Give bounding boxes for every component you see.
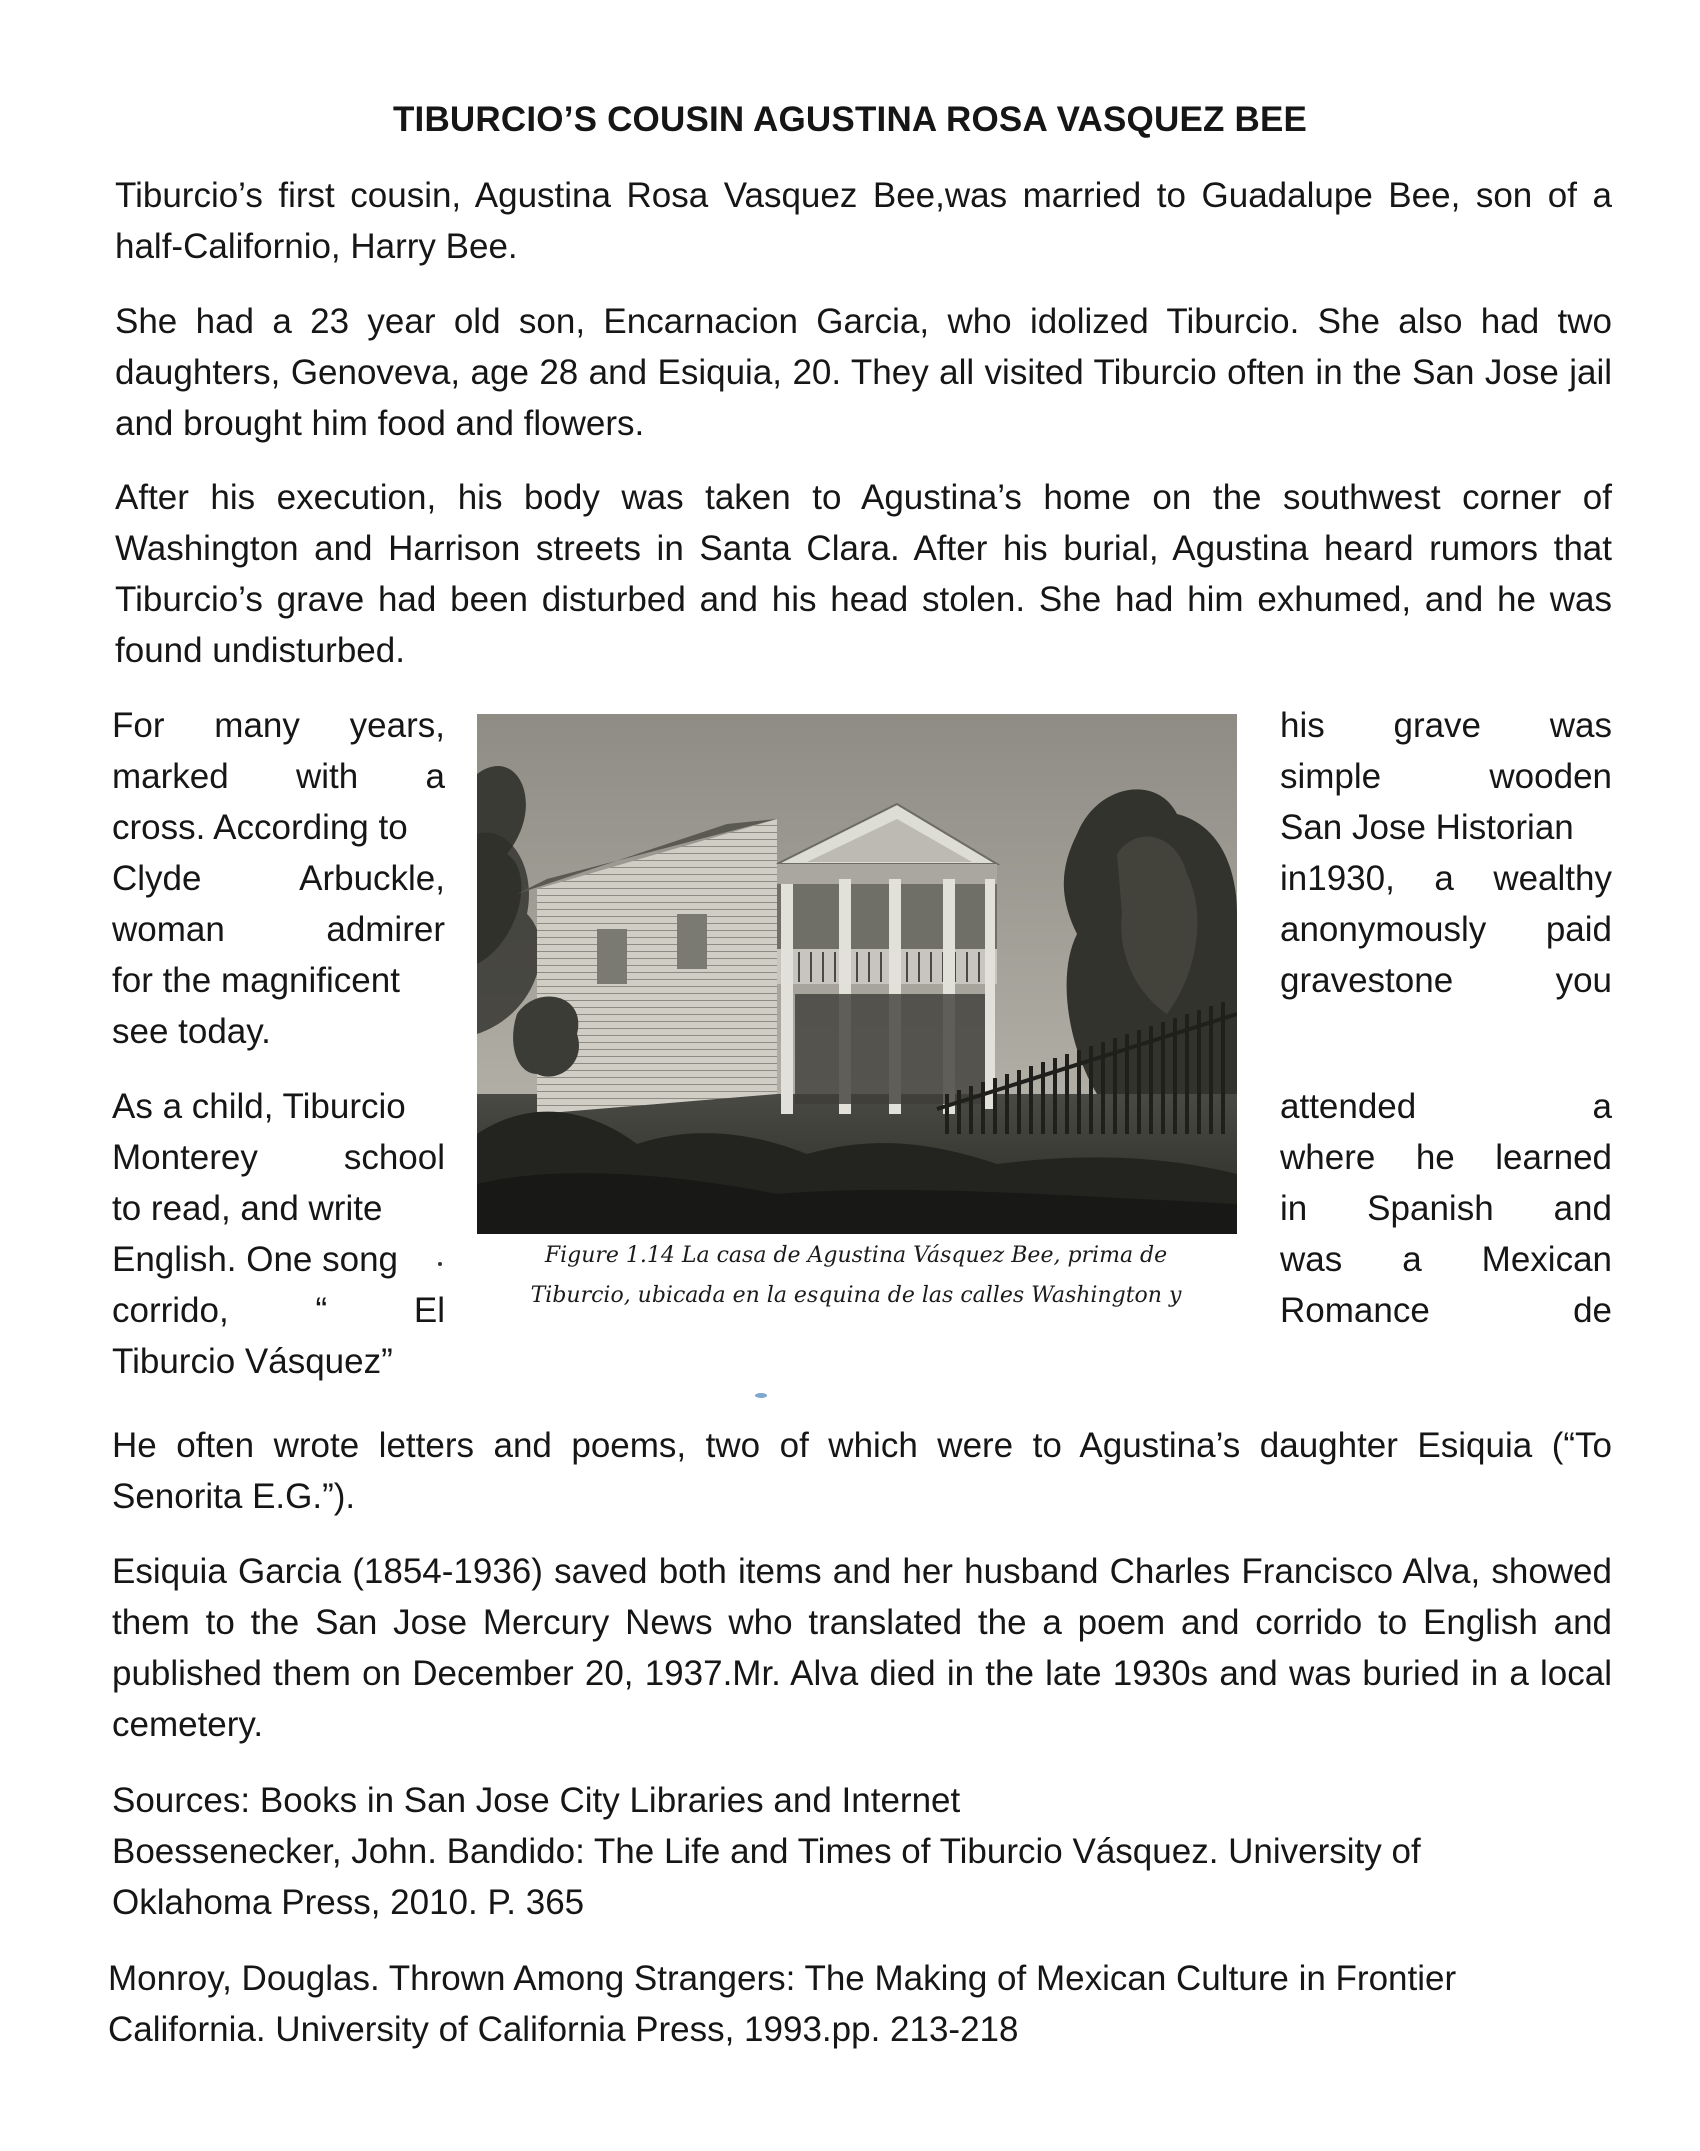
house-photo-illustration: [477, 714, 1237, 1234]
wrap-right-line: was a Mexican: [1280, 1240, 1612, 1279]
source-reference-monroy: Monroy, Douglas. Thrown Among Strangers: The Making of Mexican Culture in Frontier California. University of California Press, 1993.pp. 213-218: [108, 1959, 1457, 2049]
wrap-left-line: English. One song: [112, 1240, 399, 1279]
wrap-left-line: For many years,: [112, 706, 445, 745]
wrap-right-line: where he learned: [1280, 1138, 1612, 1177]
paragraph-execution: After his execution, his body was taken to Agustina’s home on the southwest corner of Washington and Harrison streets in Santa Clara. After his burial, Agustina heard rumors that Tiburcio’s grave had been disturbed and his head stolen. She had him exhumed, and he was found undisturbed.: [115, 478, 1612, 670]
paragraph-letters-poems: He often wrote letters and poems, two of which were to Agustina’s daughter Esiquia (“To Senorita E.G.”).: [112, 1426, 1612, 1516]
wrap-right-line: simple wooden: [1280, 757, 1612, 796]
wrap-left-block-1: [112, 700, 445, 1057]
paragraph-esiquia-garcia: Esiquia Garcia (1854-1936) saved both items and her husband Charles Francisco Alva, showed them to the San Jose Mercury News who translated the a poem and corrido to English and published them on December 20, 1937.Mr. Alva died in the late 1930s and was buried in a local cemetery.: [112, 1552, 1612, 1744]
wrap-right-block-1: [1280, 700, 1612, 1006]
wrap-left-line: cross. According to: [112, 808, 408, 847]
wrap-right-line: anonymously paid: [1280, 910, 1612, 949]
figure-caption-line-2: Tiburcio, ubicada en la esquina de las calles Washington y: [530, 1283, 1182, 1308]
sources-heading: Sources: Books in San Jose City Libraries and Internet: [112, 1781, 961, 1820]
wrap-right-line: San Jose Historian: [1280, 808, 1574, 847]
wrap-left-line: woman admirer: [112, 910, 445, 949]
wrap-left-line: see today.: [112, 1012, 271, 1051]
house-photo: [477, 714, 1237, 1234]
wrap-left-line: corrido, “ El: [112, 1291, 445, 1330]
scan-speck: [438, 1262, 442, 1266]
wrap-left-line: Monterey school: [112, 1138, 445, 1177]
wrap-right-block-2: [1280, 1081, 1612, 1336]
wrap-left-line: to read, and write: [112, 1189, 383, 1228]
wrap-right-line: attended a: [1280, 1087, 1612, 1126]
wrap-left-line: for the magnificent: [112, 961, 400, 1000]
wrap-left-line: marked with a: [112, 757, 445, 796]
page-title: TIBURCIO’S COUSIN AGUSTINA ROSA VASQUEZ BEE: [392, 100, 1308, 139]
source-reference-boessenecker: Boessenecker, John. Bandido: The Life and Times of Tiburcio Vásquez. University of Oklahoma Press, 2010. P. 365: [112, 1832, 1421, 1922]
wrap-right-line: his grave was: [1280, 706, 1612, 745]
wrap-left-line: Tiburcio Vásquez”: [112, 1342, 393, 1381]
figure-caption-line-1: Figure 1.14 La casa de Agustina Vásquez Bee, prima de: [544, 1243, 1168, 1268]
wrap-left-block-2: [112, 1081, 445, 1387]
wrap-right-line: in1930, a wealthy: [1280, 859, 1612, 898]
wrap-right-line: in Spanish and: [1280, 1189, 1612, 1228]
wrap-right-line: gravestone you: [1280, 961, 1612, 1000]
scan-speck: [755, 1393, 767, 1398]
wrap-left-line: As a child, Tiburcio: [112, 1087, 406, 1126]
wrap-right-line: Romance de: [1280, 1291, 1612, 1330]
paragraph-children: She had a 23 year old son, Encarnacion Garcia, who idolized Tiburcio. She also had two daughters, Genoveva, age 28 and Esiquia, 20. They all visited Tiburcio often in the San Jose jail and brought him food and flowers.: [115, 302, 1612, 443]
paragraph-cousin-marriage: Tiburcio’s first cousin, Agustina Rosa Vasquez Bee,was married to Guadalupe Bee, son of a half-Californio, Harry Bee.: [115, 176, 1612, 266]
wrap-left-line: Clyde Arbuckle,: [112, 859, 445, 898]
